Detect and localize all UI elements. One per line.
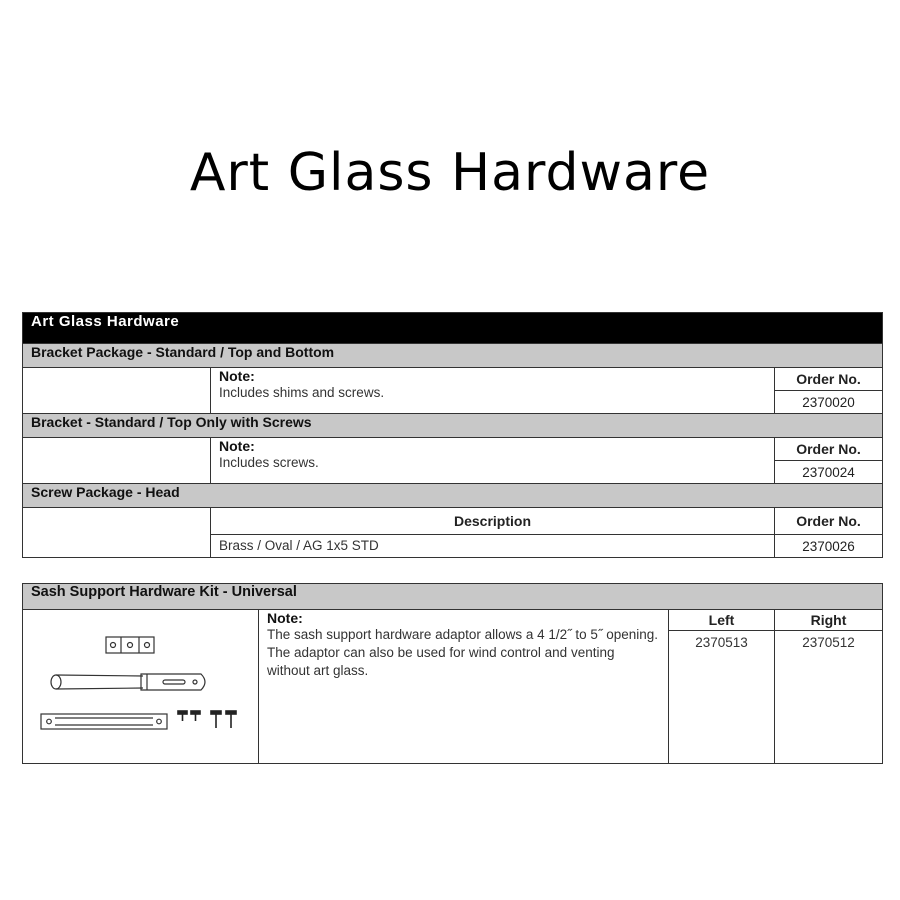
sash-support-hardware-kit-illustration <box>23 610 259 760</box>
description-value: Brass / Oval / AG 1x5 STD <box>211 535 775 558</box>
section-title-row <box>23 584 883 610</box>
note-text: Includes shims and screws. <box>219 385 385 400</box>
order-no-value: 2370026 <box>775 535 883 558</box>
left-order-no: 2370513 <box>669 631 775 764</box>
page-title: Art Glass Hardware <box>189 143 711 203</box>
note-cell <box>259 610 669 764</box>
table-row <box>23 610 883 631</box>
section-title: Sash Support Hardware Kit - Universal <box>23 584 883 610</box>
note-cell <box>211 368 775 414</box>
order-no-header: Order No. <box>775 368 883 391</box>
image-cell <box>23 610 259 764</box>
note-cell <box>211 438 775 484</box>
section-title: Screw Package - Head <box>23 484 883 508</box>
section-title: Bracket - Standard / Top Only with Screws <box>23 414 883 438</box>
note-label: Note: <box>267 610 303 626</box>
table-header: Art Glass Hardware <box>23 313 883 344</box>
order-no-header: Order No. <box>775 438 883 461</box>
section-title: Bracket Package - Standard / Top and Bottom <box>23 344 883 368</box>
description-header: Description <box>211 508 775 535</box>
right-header: Right <box>775 610 883 631</box>
table-header-row <box>23 313 883 344</box>
section-title-row <box>23 344 883 368</box>
image-cell <box>23 438 211 484</box>
section-title-row <box>23 414 883 438</box>
note-label: Note: <box>219 368 255 384</box>
table-row <box>23 438 883 461</box>
table-row <box>23 508 883 535</box>
order-no-value: 2370024 <box>775 461 883 484</box>
note-text: The sash support hardware adaptor allows a 4 1/2˝ to 5˝ opening. The adaptor can also be used for wind control and venting without art glass. <box>267 627 658 678</box>
table-row <box>23 368 883 391</box>
image-cell <box>23 508 211 558</box>
note-text: Includes screws. <box>219 455 319 470</box>
order-no-value: 2370020 <box>775 391 883 414</box>
section-title-row <box>23 484 883 508</box>
right-order-no: 2370512 <box>775 631 883 764</box>
art-glass-hardware-table <box>22 312 883 558</box>
note-label: Note: <box>219 438 255 454</box>
left-header: Left <box>669 610 775 631</box>
image-cell <box>23 368 211 414</box>
sash-support-hardware-table <box>22 583 883 764</box>
order-no-header: Order No. <box>775 508 883 535</box>
